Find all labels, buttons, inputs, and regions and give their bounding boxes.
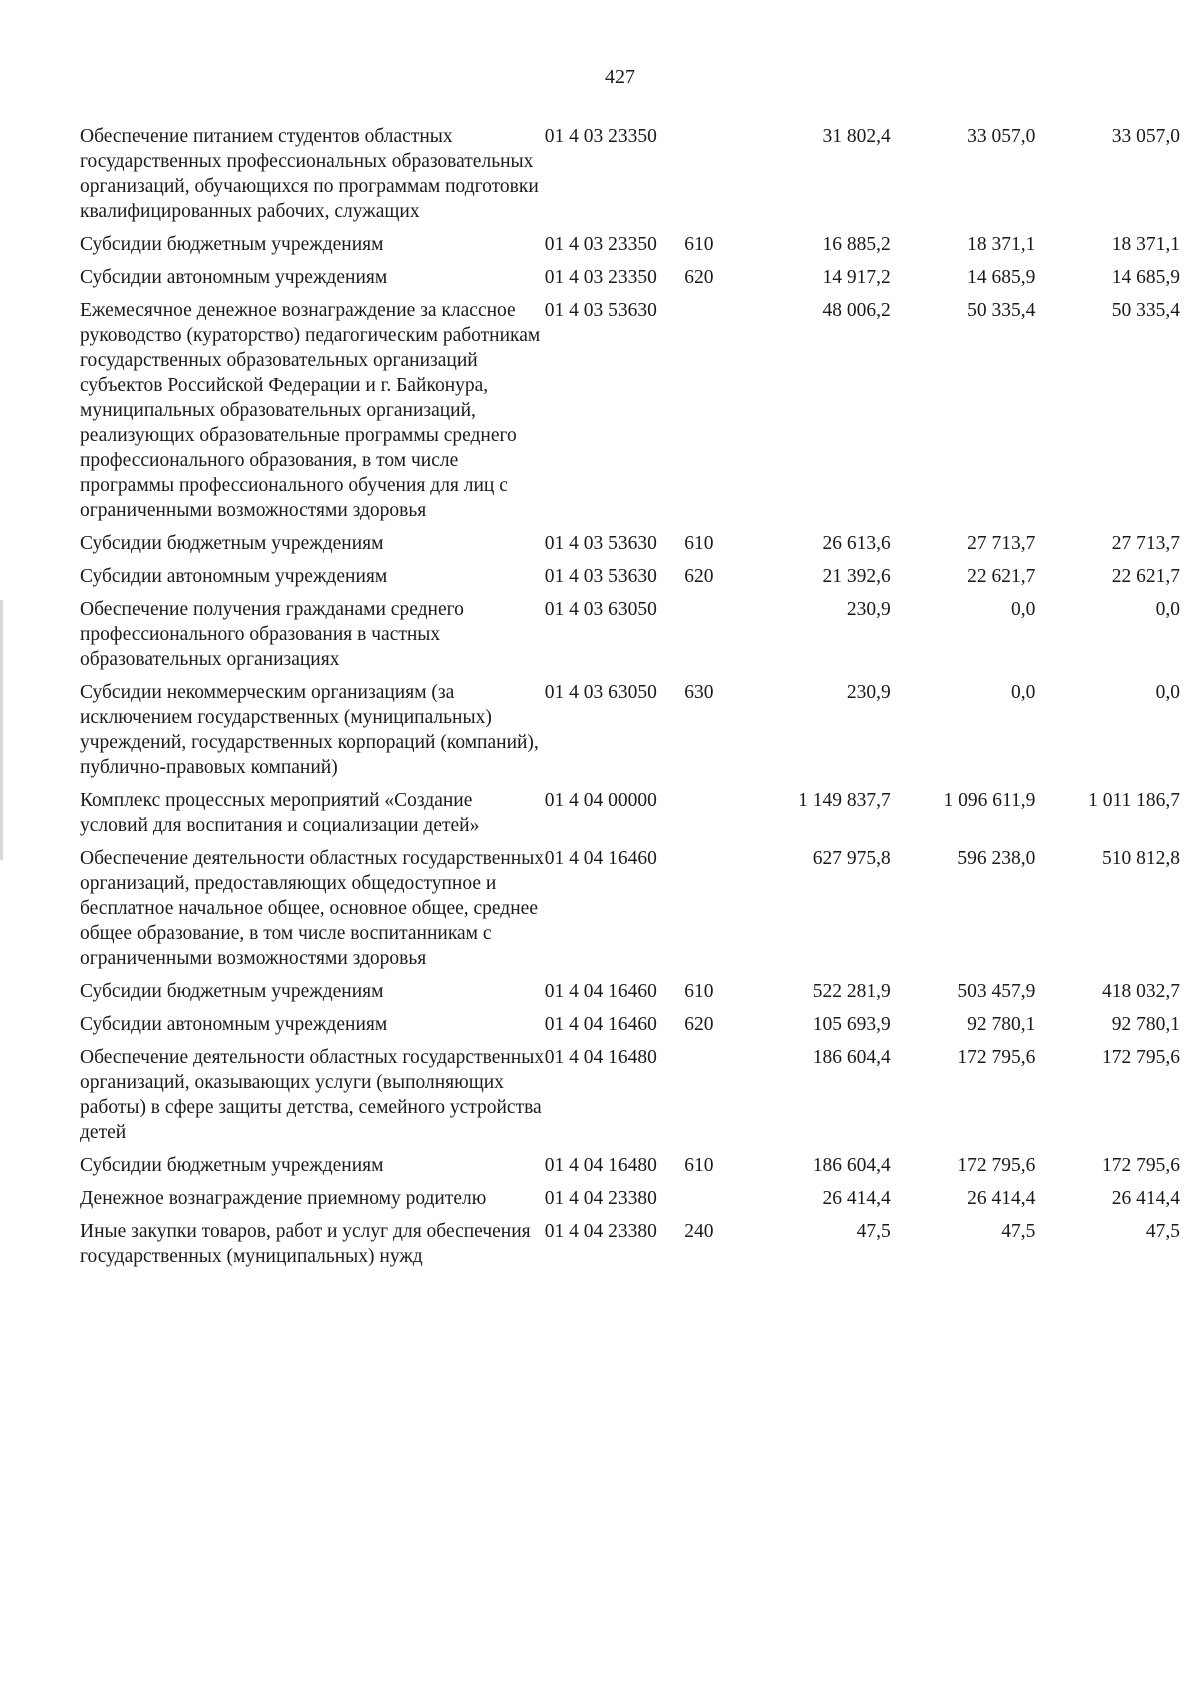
row-name: Обеспечение получения гражданами среднего профессионального образования в частных образовательных организациях [80,599,464,670]
row-expense-type: 620 [684,1014,714,1035]
budget-table-body [80,124,1180,1277]
table-row [80,788,1180,846]
row-amount-year1: 48 006,2 [822,300,891,321]
row-target-article: 01 4 03 23350 [544,126,657,147]
row-amount-year1: 105 693,9 [812,1014,891,1035]
table-row [80,1012,1180,1045]
row-target-article: 01 4 04 16460 [544,1014,657,1035]
row-name: Обеспечение питанием студентов областных государственных профессиональных образовательных организаций, обучающихся по программам подготовки квалифицированных рабочих, служащих [80,126,539,222]
row-name: Денежное вознаграждение приемному родителю [80,1188,487,1209]
row-amount-year1: 26 613,6 [822,533,891,554]
row-target-article: 01 4 03 53630 [544,533,657,554]
row-amount-year2: 50 335,4 [967,300,1036,321]
row-expense-type [684,124,746,232]
row-amount-year1: 31 802,4 [822,126,891,147]
row-amount-year1: 627 975,8 [812,848,891,869]
row-amount-year2: 92 780,1 [967,1014,1036,1035]
scan-edge-artifact [0,600,3,860]
row-expense-type: 610 [684,981,714,1002]
table-row [80,564,1180,597]
row-amount-year2: 596 238,0 [957,848,1036,869]
table-row [80,597,1180,680]
table-row [80,1153,1180,1186]
row-amount-year2: 0,0 [1010,599,1036,620]
row-amount-year3: 172 795,6 [1102,1155,1180,1176]
row-name: Субсидии некоммерческим организациям (за исключением государственных (муниципальных) учреждений, государственных корпораций (компаний), публично-правовых компаний) [80,682,539,778]
row-expense-type: 610 [684,1155,714,1176]
row-target-article: 01 4 03 53630 [544,300,657,321]
row-target-article: 01 4 04 23380 [544,1188,657,1209]
row-expense-type [684,298,746,531]
row-amount-year2: 26 414,4 [967,1188,1036,1209]
row-amount-year3: 47,5 [1145,1221,1180,1242]
table-row [80,979,1180,1012]
row-expense-type [684,1186,746,1219]
row-amount-year1: 186 604,4 [812,1047,891,1068]
row-amount-year3: 14 685,9 [1111,267,1180,288]
table-row [80,265,1180,298]
table-row [80,124,1180,232]
row-name: Иные закупки товаров, работ и услуг для обеспечения государственных (муниципальных) нужд [80,1221,531,1267]
row-amount-year2: 27 713,7 [967,533,1036,554]
row-amount-year1: 230,9 [846,682,891,703]
row-amount-year1: 14 917,2 [822,267,891,288]
row-amount-year3: 1 011 186,7 [1088,790,1180,811]
row-target-article: 01 4 03 63050 [544,682,657,703]
row-name: Субсидии бюджетным учреждениям [80,1155,384,1176]
page-number: 427 [605,66,635,88]
row-target-article: 01 4 03 53630 [544,566,657,587]
row-amount-year3: 22 621,7 [1111,566,1180,587]
row-amount-year2: 1 096 611,9 [943,790,1036,811]
row-name: Субсидии автономным учреждениям [80,267,388,288]
row-name: Ежемесячное денежное вознаграждение за классное руководство (кураторство) педагогическим работникам государственных образовательных организаций субъектов Российской Федерации и г. Байконура, муниципальных образовательных организаций, реализующих образовательные программы среднего профессионального образования, в том числе программы профессионального обучения для лиц с ограниченными возможностями здоровья [80,300,541,521]
row-amount-year2: 172 795,6 [957,1155,1036,1176]
row-expense-type: 630 [684,682,714,703]
row-amount-year3: 33 057,0 [1111,126,1180,147]
table-row [80,680,1180,788]
row-amount-year2: 33 057,0 [967,126,1036,147]
row-amount-year1: 230,9 [846,599,891,620]
row-amount-year2: 172 795,6 [957,1047,1036,1068]
row-amount-year1: 26 414,4 [822,1188,891,1209]
row-expense-type [684,788,746,846]
row-target-article: 01 4 04 16480 [544,1047,657,1068]
row-amount-year2: 14 685,9 [967,267,1036,288]
row-target-article: 01 4 03 63050 [544,599,657,620]
row-name: Субсидии бюджетным учреждениям [80,981,384,1002]
row-expense-type [684,846,746,979]
row-amount-year1: 47,5 [856,1221,891,1242]
row-amount-year2: 47,5 [1001,1221,1036,1242]
row-amount-year2: 0,0 [1010,682,1036,703]
table-row [80,298,1180,531]
row-amount-year3: 50 335,4 [1111,300,1180,321]
row-amount-year3: 18 371,1 [1111,234,1180,255]
row-amount-year1: 16 885,2 [822,234,891,255]
row-target-article: 01 4 04 16480 [544,1155,657,1176]
row-target-article: 01 4 03 23350 [544,234,657,255]
table-row [80,232,1180,265]
table-row [80,1186,1180,1219]
row-name: Комплекс процессных мероприятий «Создание условий для воспитания и социализации детей» [80,790,480,836]
table-row [80,846,1180,979]
row-expense-type [684,597,746,680]
table-row [80,531,1180,564]
row-amount-year3: 27 713,7 [1111,533,1180,554]
row-expense-type: 240 [684,1221,714,1242]
row-amount-year2: 503 457,9 [957,981,1036,1002]
row-target-article: 01 4 04 23380 [544,1221,657,1242]
row-target-article: 01 4 04 00000 [544,790,657,811]
row-amount-year3: 172 795,6 [1102,1047,1180,1068]
row-expense-type: 610 [684,234,714,255]
row-amount-year3: 0,0 [1155,682,1180,703]
table-row [80,1219,1180,1277]
row-target-article: 01 4 03 23350 [544,267,657,288]
row-amount-year3: 418 032,7 [1102,981,1180,1002]
row-name: Субсидии автономным учреждениям [80,1014,388,1035]
row-amount-year1: 522 281,9 [812,981,891,1002]
row-expense-type: 610 [684,533,714,554]
row-name: Субсидии бюджетным учреждениям [80,533,384,554]
row-amount-year3: 26 414,4 [1111,1188,1180,1209]
row-name: Субсидии автономным учреждениям [80,566,388,587]
row-target-article: 01 4 04 16460 [544,848,657,869]
row-name: Обеспечение деятельности областных государственных организаций, оказывающих услуги (выполняющих работы) в сфере защиты детства, семейного устройства детей [80,1047,545,1143]
row-expense-type: 620 [684,267,714,288]
row-name: Субсидии бюджетным учреждениям [80,234,384,255]
row-amount-year1: 21 392,6 [822,566,891,587]
row-amount-year3: 92 780,1 [1111,1014,1180,1035]
row-amount-year2: 22 621,7 [967,566,1036,587]
row-amount-year1: 1 149 837,7 [798,790,891,811]
table-row [80,1045,1180,1153]
row-amount-year3: 510 812,8 [1102,848,1180,869]
row-expense-type [684,1045,746,1153]
row-amount-year3: 0,0 [1155,599,1180,620]
budget-table [80,124,1180,1277]
row-expense-type: 620 [684,566,714,587]
row-amount-year2: 18 371,1 [967,234,1036,255]
row-amount-year1: 186 604,4 [812,1155,891,1176]
row-name: Обеспечение деятельности областных государственных организаций, предоставляющих общедоступное и бесплатное начальное общее, основное общее, среднее общее образование, в том числе воспитанникам с ограниченными возможностями здоровья [80,848,545,969]
row-target-article: 01 4 04 16460 [544,981,657,1002]
